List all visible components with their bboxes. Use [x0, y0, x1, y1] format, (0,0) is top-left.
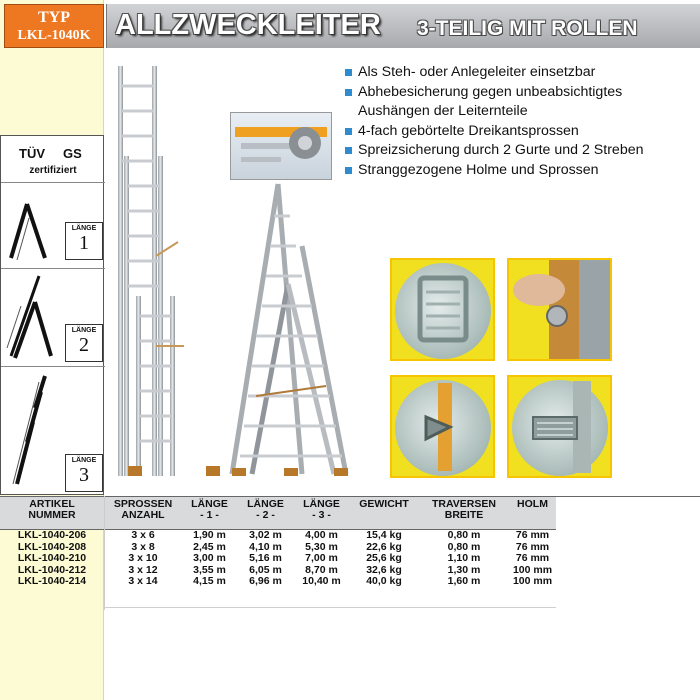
cell-holm: 76 mm: [515, 540, 550, 553]
table-header-row: [0, 496, 556, 530]
a-frame-ladder-icon: [5, 198, 63, 264]
bullet-icon: [345, 167, 352, 174]
col-header-gewicht: GEWICHT: [359, 498, 409, 510]
feature-list: [345, 63, 695, 180]
cell-laenge-1: 2,45 m: [193, 540, 226, 553]
cell-gewicht: 25,6 kg: [366, 552, 402, 565]
product-title: ALLZWECKLEITER: [115, 9, 381, 41]
cell-artikel-nummer: LKL-1040-208: [17, 540, 87, 553]
cell-gewicht: 40,0 kg: [366, 575, 402, 588]
rung-lock-icon: [392, 260, 493, 359]
cell-traversen-breite: 0,80 m: [447, 540, 481, 553]
length-3-box: [65, 454, 103, 492]
table-row: [0, 576, 556, 588]
bullet-icon: [345, 89, 352, 96]
feature-item: 4-fach gebörtelte Dreikantsprossen: [345, 122, 695, 142]
feature-item: Als Steh- oder Anlegeleiter einsetzbar: [345, 63, 695, 83]
length-number: 2: [79, 334, 89, 356]
cell-sprossen-anzahl: 3 x 12: [128, 563, 158, 576]
cell-laenge-2: 4,10 m: [249, 540, 282, 553]
rung-profile-icon: [509, 377, 610, 476]
col-header-laenge-3: LÄNGE - 3 -: [303, 498, 340, 521]
col-header-sprossen: SPROSSEN ANZAHL: [113, 498, 173, 521]
length-number: 3: [79, 464, 89, 486]
triangle-rung-icon: [392, 377, 493, 476]
cell-gewicht: 15,4 kg: [366, 529, 402, 541]
col-header-holm: HOLM: [517, 498, 548, 510]
certified-label: zertifiziert: [29, 165, 77, 176]
detail-photo-triangle-rung: [390, 375, 495, 478]
bullet-icon: [345, 128, 352, 135]
col-header-laenge-1: LÄNGE - 1 -: [191, 498, 228, 521]
cell-artikel-nummer: LKL-1040-210: [17, 552, 87, 565]
length-2-box: [65, 324, 103, 362]
cell-laenge-1: 3,55 m: [193, 563, 226, 576]
length-label: LÄNGE: [71, 225, 97, 232]
cell-laenge-2: 6,05 m: [249, 563, 282, 576]
hook-hand-icon: [509, 260, 610, 359]
table-divider: [104, 496, 105, 610]
tuv-label: TÜV: [19, 146, 45, 161]
spec-table: [0, 496, 556, 588]
col-header-artikel: ARTIKEL NUMMER: [28, 498, 76, 521]
cell-laenge-3: 5,30 m: [305, 540, 338, 553]
cell-artikel-nummer: LKL-1040-212: [17, 563, 87, 576]
cell-holm: 76 mm: [515, 552, 550, 565]
cell-laenge-2: 3,02 m: [249, 529, 282, 541]
table-row: [0, 530, 556, 542]
detail-photo-hand-hook: [507, 258, 612, 361]
cell-sprossen-anzahl: 3 x 6: [131, 529, 155, 541]
length-label: LÄNGE: [71, 457, 97, 464]
cell-traversen-breite: 1,30 m: [447, 563, 481, 576]
title-bar: [106, 4, 700, 48]
feature-item: Spreizsicherung durch 2 Gurte und 2 Streben: [345, 141, 695, 161]
bullet-icon: [345, 69, 352, 76]
feature-item: Abhebesicherung gegen unbeabsichtigtes Aushängen der Leiternteile: [345, 83, 695, 122]
cell-laenge-2: 6,96 m: [249, 575, 282, 588]
divider: [1, 366, 105, 367]
cell-laenge-2: 5,16 m: [249, 552, 282, 565]
length-number: 1: [79, 232, 89, 254]
roller-detail-photo: [230, 112, 332, 180]
cell-traversen-breite: 0,80 m: [447, 529, 481, 541]
cell-holm: 100 mm: [512, 575, 553, 588]
cell-sprossen-anzahl: 3 x 10: [128, 552, 158, 565]
cell-laenge-3: 8,70 m: [305, 563, 338, 576]
cell-laenge-3: 4,00 m: [305, 529, 338, 541]
combination-ladder: [232, 184, 348, 476]
cell-gewicht: 32,6 kg: [366, 563, 402, 576]
cell-artikel-nummer: LKL-1040-206: [17, 529, 87, 541]
cell-laenge-3: 7,00 m: [305, 552, 338, 565]
cell-traversen-breite: 1,60 m: [447, 575, 481, 588]
bullet-icon: [345, 147, 352, 154]
certification-panel: [0, 135, 104, 495]
leaning-ladder-icon: [5, 372, 63, 490]
type-label: TYP: [38, 9, 70, 26]
col-header-traversen: TRAVERSEN BREITE: [432, 498, 496, 521]
extended-ladder: [118, 66, 220, 476]
divider: [556, 496, 700, 497]
type-badge: [4, 4, 104, 48]
col-header-laenge-2: LÄNGE - 2 -: [247, 498, 284, 521]
length-label: LÄNGE: [71, 327, 97, 334]
length-1-box: [65, 222, 103, 260]
cell-laenge-1: 4,15 m: [193, 575, 226, 588]
detail-photo-rung-profile: [507, 375, 612, 478]
cell-laenge-3: 10,40 m: [302, 575, 341, 588]
extended-a-frame-ladder-icon: [5, 272, 63, 362]
cell-artikel-nummer: LKL-1040-214: [17, 575, 87, 588]
cell-holm: 76 mm: [515, 529, 550, 541]
divider: [1, 268, 105, 269]
cell-laenge-1: 3,00 m: [193, 552, 226, 565]
table-bottom-line: [104, 607, 556, 608]
roller-icon: [231, 113, 331, 179]
cell-laenge-1: 1,90 m: [193, 529, 226, 541]
product-subtitle: 3-TEILIG MIT ROLLEN: [417, 17, 638, 40]
cell-sprossen-anzahl: 3 x 14: [128, 575, 158, 588]
gs-label: GS: [63, 146, 82, 161]
cell-sprossen-anzahl: 3 x 8: [131, 540, 155, 553]
type-number: LKL-1040K: [17, 28, 91, 43]
cell-gewicht: 22,6 kg: [366, 540, 402, 553]
cell-holm: 100 mm: [512, 563, 553, 576]
detail-photo-rung-lock: [390, 258, 495, 361]
feature-item: Stranggezogene Holme und Sprossen: [345, 161, 695, 181]
cell-traversen-breite: 1,10 m: [447, 552, 481, 565]
divider: [1, 182, 105, 183]
